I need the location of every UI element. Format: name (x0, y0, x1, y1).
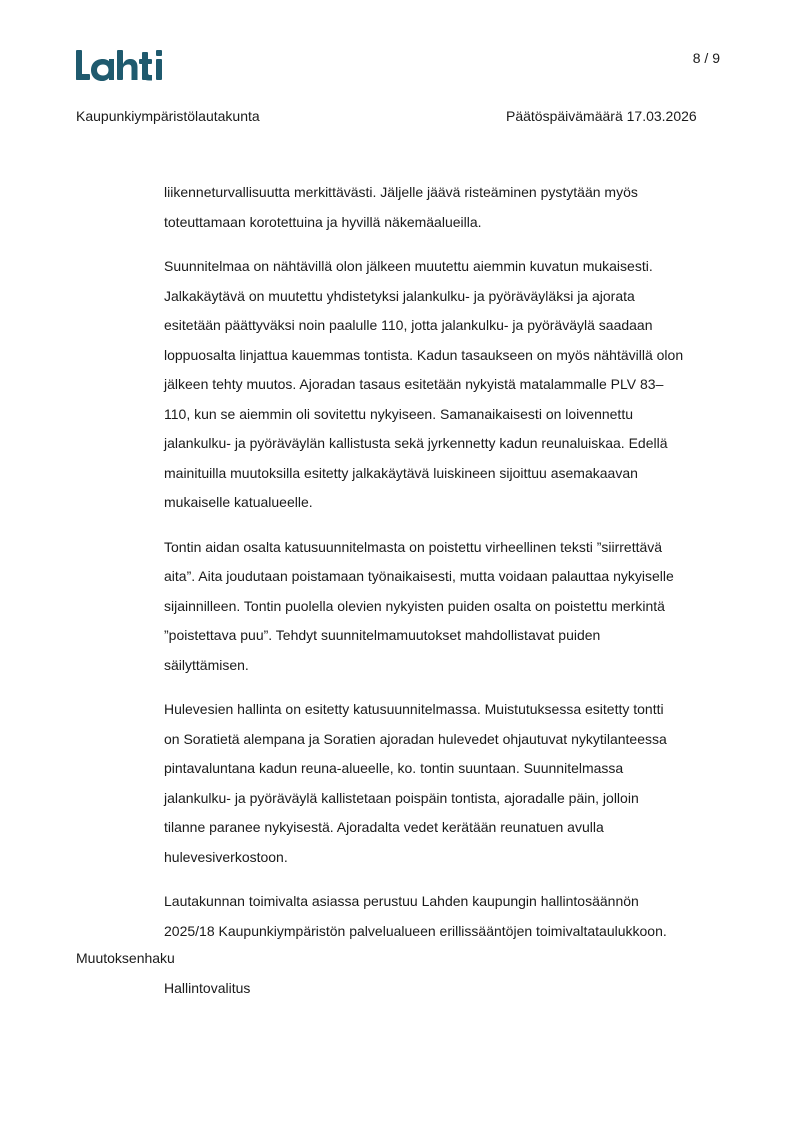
paragraph-line: on Soratietä alempana ja Soratien ajoradan hulevedet ohjautuvat nykytilanteessa (164, 730, 667, 747)
page-number: 8 / 9 (692, 50, 720, 66)
paragraph-line: mukaiselle katualueelle. (164, 494, 313, 510)
appeal-label: Muutoksenhaku (76, 950, 175, 966)
paragraph-line: toteuttamaan korotettuina ja hyvillä näkemäalueilla. (164, 213, 482, 230)
paragraph-line: hulevesiverkostoon. (164, 848, 288, 865)
paragraph-line: mainituilla muutoksilla esitetty jalkakäytävä luiskineen sijoittuu asemakaavan (164, 464, 638, 481)
body-paragraph (164, 533, 724, 681)
paragraph-line: jalankulku- ja pyöräväylä kallistetaan poispäin tontista, ajoradalle päin, jolloin (164, 789, 639, 806)
paragraph-line: jälkeen tehty muutos. Ajoradan tasaus esitetään nykyistä matalammalle PLV 83– (164, 376, 664, 392)
body-paragraph (164, 178, 724, 237)
paragraph-line: Hulevesien hallinta on esitetty katusuunnitelmassa. Muistutuksessa esitetty tontti (164, 701, 664, 717)
paragraph-line: säilyttämisen. (164, 656, 249, 673)
paragraph-line: tilanne paranee nykyisestä. Ajoradalta vedet kerätään reunatuen avulla (164, 819, 604, 835)
paragraph-line: jalankulku- ja pyöräväylän kallistusta sekä jyrkennetty kadun reunaluiskaa. Edellä (164, 435, 668, 451)
paragraph-line: Suunnitelmaa on nähtävillä olon jälkeen muutettu aiemmin kuvatun mukaisesti. (164, 258, 653, 274)
paragraph-line: aita”. Aita joudutaan poistamaan työnaikaisesti, mutta voidaan palauttaa nykyiselle (164, 568, 674, 584)
paragraph-line: loppuosalta linjattua kauemmas tontista. Kadun tasaukseen on myös nähtävillä olon (164, 346, 684, 363)
lahti-logo (76, 47, 168, 83)
paragraph-line: sijainnilleen. Tontin puolella olevien nykyisten puiden osalta on poistettu merkintä (164, 597, 665, 614)
decision-date: Päätöspäivämäärä 17.03.2026 (506, 108, 697, 124)
decision-body (164, 178, 724, 961)
paragraph-line: liikenneturvallisuutta merkittävästi. Jäljelle jäävä risteäminen pystytään myös (164, 184, 638, 200)
paragraph-line: 110, kun se aiemmin oli sovitettu nykyiseen. Samanaikaisesti on loivennettu (164, 405, 633, 422)
body-paragraph (164, 252, 724, 518)
appeal-value: Hallintovalitus (164, 980, 251, 996)
paragraph-line: pintavaluntana kadun reuna-alueelle, ko. tontin suuntaan. Suunnitelmassa (164, 760, 624, 776)
body-paragraph (164, 695, 724, 872)
paragraph-line: Lautakunnan toimivalta asiassa perustuu Lahden kaupungin hallintosäännön (164, 893, 639, 909)
paragraph-line: esitetään päättyväksi noin paalulle 110, jotta jalankulku- ja pyöräväylä saadaan (164, 317, 653, 333)
lahti-logo-graphic (76, 47, 168, 83)
body-paragraph (164, 887, 724, 946)
paragraph-line: Tontin aidan osalta katusuunnitelmasta on poistettu virheellinen teksti ”siirrettävä (164, 538, 663, 555)
organization-name: Kaupunkiympäristölautakunta (76, 108, 260, 124)
paragraph-line: 2025/18 Kaupunkiympäristön palvelualueen erillissääntöjen toimivaltataulukkoon. (164, 922, 667, 939)
paragraph-line: Jalkakäytävä on muutettu yhdistetyksi jalankulku- ja pyöräväyläksi ja ajorata (164, 287, 635, 304)
paragraph-line: ”poistettava puu”. Tehdyt suunnitelmamuutokset mahdollistavat puiden (164, 627, 601, 643)
